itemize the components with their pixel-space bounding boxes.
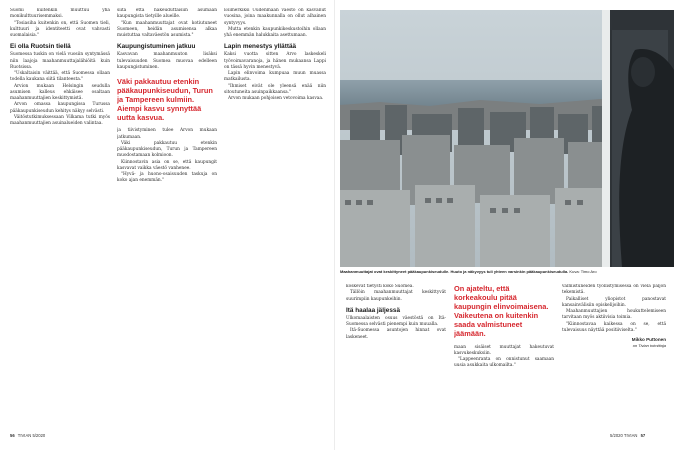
paragraph: "Tosiasiha kuitenkin on, että Suomen tieli, kulttuuri ja identiteetti ovat vahvasti suomalaisia." [10, 20, 110, 38]
section-heading: Itä haalaa jäljessä [346, 306, 401, 314]
section-heading: Ei olla Ruotsin tiellä [10, 43, 71, 51]
magazine-name: TIVIAN [17, 433, 32, 438]
paragraph: Väitöstutkimuksessaan Vilkama tutki myös maahanmuuttajien asuinalueiden valintaa. [10, 114, 110, 126]
paragraph: ja tiivistyminen tulee Arvon mukaan jatkumaan. [117, 128, 217, 140]
right-column-1 [346, 284, 446, 430]
issue-number: 5/2020 [32, 433, 46, 438]
page-number: 57 [640, 433, 646, 438]
left-page [0, 0, 335, 450]
paragraph: Suomessa tuskin on vielä vuosiin syntymässä niin laajoja maahanmuuttajalähiöitä kuin Ruotsissa. [10, 52, 110, 70]
right-column-3 [562, 284, 666, 430]
page-number: 56 [10, 433, 15, 438]
issue-number: 5/2020 [610, 433, 623, 438]
paragraph: Tällöin maahanmuuttajat keskittyvät suurimpiin kaupunkeihin. [346, 290, 446, 302]
paragraph: Kasvavan maahanmuuton lisäksi tulevaisuuden Suomea muovaa edelleen kaupungistuminen. [117, 52, 217, 70]
paragraph: "Lappeenranta on onnistunut saamaan uusia asukkaita ulkomailta." [454, 357, 554, 369]
paragraph: Arvion mukaan Helsingin seudulla asumisen kalleus ehkäisee osaltaan maahanmuuttajien keskittymistä. [10, 83, 110, 101]
paragraph: "Hyvä- ja huono-osaisuuden taskuja on koko ajan enemmän." [117, 172, 217, 184]
pull-quote: Väki pakkautuu etenkin pääkaupunkiseudun, Turun ja Tampereen kulmiin. Aiempi kasvu synnyttää uutta kasvua. [117, 77, 213, 123]
pull-quote: On ajateltu, että korkeakoulu pitää kaupungin elinvoimaisena. Vaikeutena on kuitenkin saada valmistuneet jäämään. [454, 284, 549, 339]
paragraph: Arvon omassa kaupungissa Turussa pääkaupunkiseudun kehitys näkyy selvästi. [10, 102, 110, 114]
magazine-name: TIVIAN [623, 433, 638, 438]
author-name: Mikko Puttonen [631, 337, 666, 342]
right-column-2 [454, 284, 554, 430]
city-photo [340, 10, 674, 267]
left-column-1 [10, 8, 110, 430]
paragraph: siitä että hakeuduttaisiin asumaan kaupungista tietyille alueille. [117, 8, 217, 20]
left-column-2 [117, 8, 217, 430]
paragraph: Esimerkiksi Uudenmaan väestö on kasvanut vuosina, joina maakunnalla on ollut alhainen syntyvyys. [224, 8, 326, 26]
paragraph: Mutta etenkin kaupunkikeskustoihin ollaan yhä enemmän halukkaita asettumaan. [224, 26, 326, 38]
author-signature [562, 337, 666, 348]
section-heading: Kaupungistuminen jatkuu [117, 43, 196, 51]
photo-credit: Kuva: Timo Aro [569, 269, 597, 274]
left-footer [10, 433, 45, 438]
paragraph: "Uskaltaisin väittää, että Suomessa ollaan todella kaukana siitä tilanteesta." [10, 71, 110, 83]
paragraph: maan sisäiset muuttajat hakeutuvat kasvukeskuksiin. [454, 344, 554, 356]
photo-caption [340, 269, 674, 274]
paragraph: "Ihmiset eivät ole yleensä enää niin sitoutuneita asuinpaikkaansa." [224, 83, 326, 95]
paragraph: koskevat tietysti koko Suomea. [346, 284, 414, 289]
paragraph: Itä-Suomessa asuntojen hinnat ovat laskeneet. [346, 328, 446, 340]
paragraph: Arvon mukaan pohjoisen vetovoima kasvaa. [228, 96, 324, 101]
paragraph: Ulkomaalaisten osuus väestöstä on Itä-Suomessa selvästi pienempi kuin muualla. [346, 315, 446, 327]
section-heading: Lapin menestys yllättää [224, 43, 297, 51]
left-column-3 [224, 8, 326, 430]
author-role: on Tivian toimittaja [632, 343, 666, 348]
right-footer [610, 433, 647, 438]
paragraph: Maahanmuuttajien houkuttelemiseen tarvitaan myös aktiivisia toimia. [562, 309, 666, 321]
city-view-illustration [340, 10, 674, 267]
paragraph: Suomi kuitenkin muuttuu yhä monikulttuurisemmaksi. [10, 8, 110, 20]
paragraph: Kaksi vuotta sitten Arvo laskeskeli työvoimavaranoja, ja hänen mukaansa Lappi on tässä hyvin menestyvä. [224, 52, 326, 70]
paragraph: Lapin elinvoima kumpuaa muun muassa matkailusta. [224, 71, 326, 83]
paragraph: Paikalliset yliopistot panostavat kansainvälisiin opiskelijoihin. [562, 296, 666, 308]
paragraph: "Kun maahanmuuttajat ovat kotiutuneet Suomeen, heidän asumisensa alkaa muistuttaa valtaväestön asumista." [117, 20, 217, 38]
paragraph: "Kiinnostavaa kaikessa on se, että tulevaisuus näyttää positiiviselta." [562, 321, 666, 333]
caption-text: Maahanmuuttajat ovat keskittyneet pääkaupunkiseudulle. Huuto ja näkyvyys tuli yhteen varsinkin pääkaupunkiseudulla. [340, 269, 569, 274]
paragraph: Kiinnostavin asia on se, että kaupungit kasvavat vaikka väestö vanhenee. [117, 159, 217, 171]
paragraph: valmistuneiden työllistymisessä on vielä paljon tekemistä. [562, 284, 666, 296]
paragraph: Väki pakkautuu etenkin pääkaupunkiseudun, Turun ja Tampereen muodostamaan kolmioon. [117, 140, 217, 159]
